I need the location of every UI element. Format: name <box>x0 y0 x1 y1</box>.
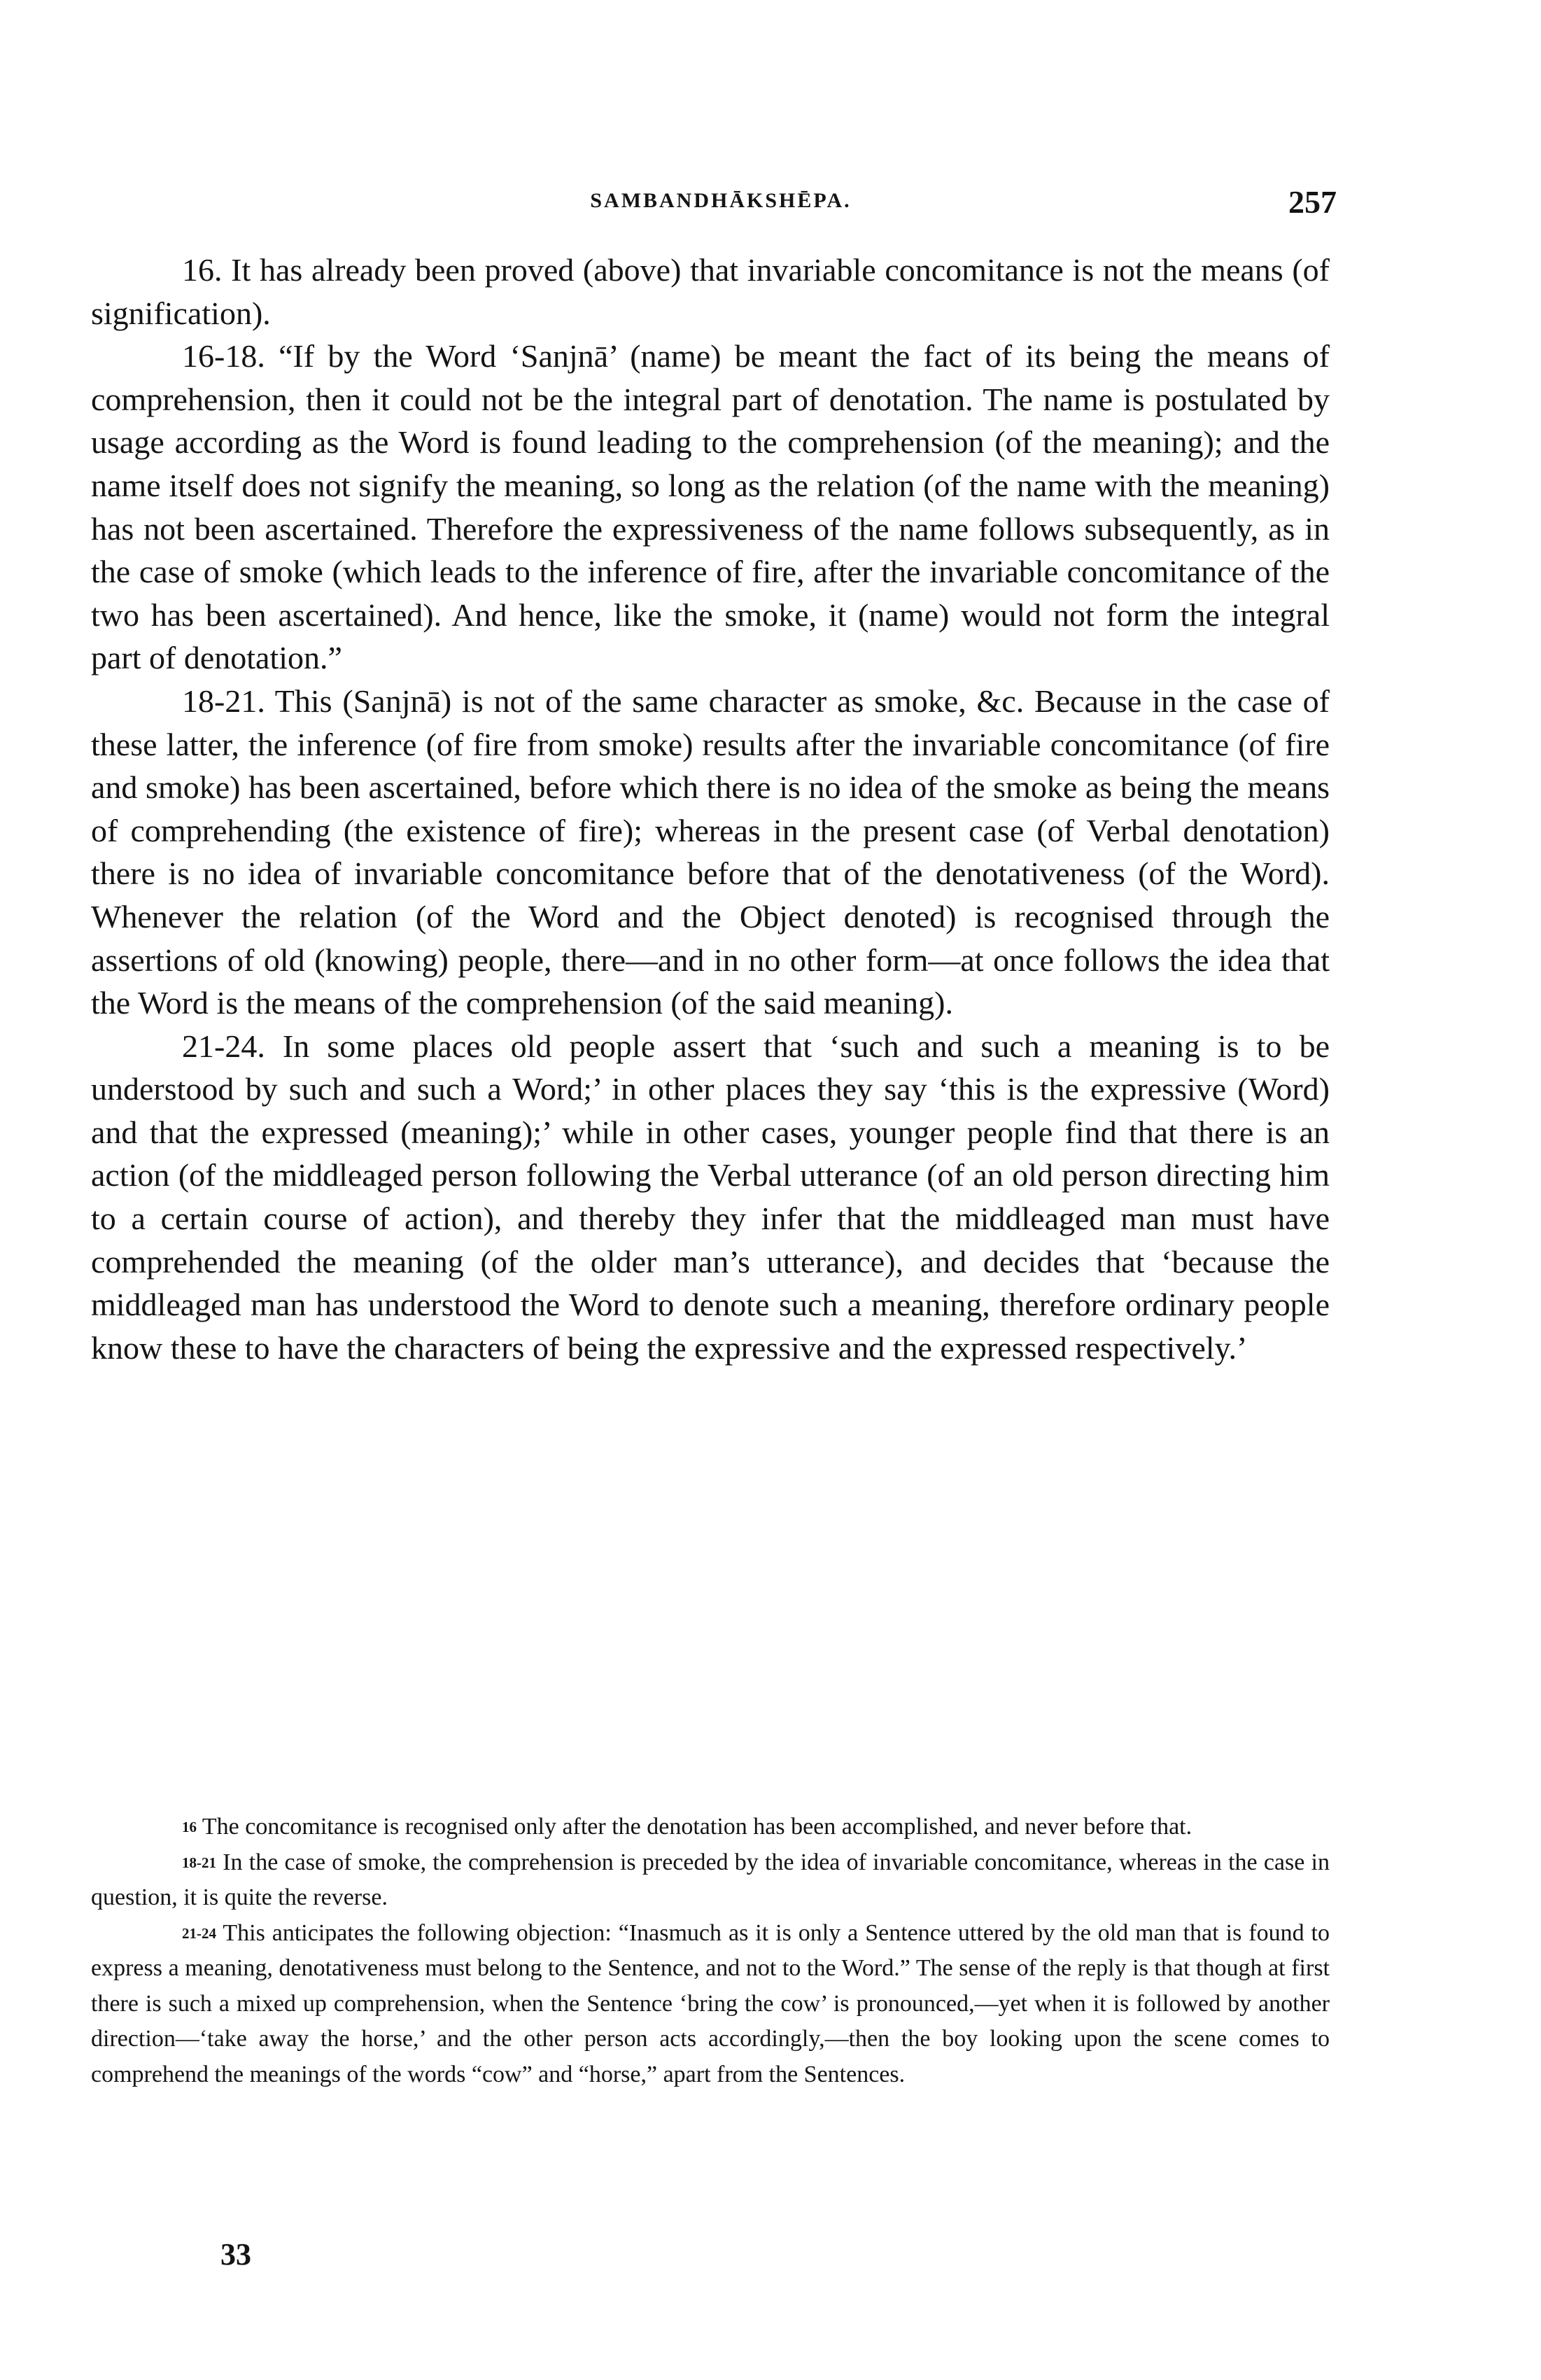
footnotes <box>91 1809 1330 2092</box>
footnote-ref: 16 <box>182 1819 197 1835</box>
main-text <box>91 248 1330 1369</box>
footnote <box>91 1845 1330 1916</box>
running-head: SAMBANDHĀKSHĒPA. <box>590 189 852 212</box>
paragraph-18-21: 18-21. This (Sanjnā) is not of the same character as smoke, &c. Because in the case of these latter, the inference (of fire from smoke) results after the invariable concomitance (of fire and smoke) has been ascertained, before which there is no idea of the smoke as being the means of comprehending (the existence of fire); whereas in the present case (of Verbal denotation) there is no idea of invariable concomitance before that of the denotativeness (of the Word). Whenever the relation (of the Word and the Object denoted) is recognised through the assertions of old (knowing) people, there—and in no other form—at once follows the idea that the Word is the means of the comprehension (of the said meaning). <box>91 682 1330 1021</box>
footnote <box>91 1916 1330 2093</box>
footnote-text: The concomitance is recognised only after the denotation has been accomplished, and never before that. <box>202 1814 1192 1840</box>
page-header <box>105 184 1337 231</box>
paragraph-16-18: 16-18. “If by the Word ‘Sanjnā’ (name) be meant the fact of its being the means of comprehension, then it could not be the integral part of denotation. The name is postulated by usage according as the Word is found leading to the comprehension (of the meaning); and the name itself does not signify the meaning, so long as the relation (of the name with the meaning) has not been ascertained. Therefore the expressiveness of the name follows subsequently, as in the case of smoke (which leads to the inference of fire, after the invariable concomitance of the two has been ascertained). And hence, like the smoke, it (name) would not form the integral part of denotation.” <box>91 338 1330 676</box>
paragraph-21-24: 21-24. In some places old people assert that ‘such and such a meaning is to be understood by such and such a Word;’ in other places they say ‘this is the expressive (Word) and that the expressed (meaning);’ while in other cases, younger people find that there is an action (of the middleaged person following the Verbal utterance (of an old person directing him to a certain course of action), and thereby they infer that the middleaged man must have comprehended the meaning (of the older man’s utterance), and decides that ‘because the middleaged man has understood the Word to denote such a meaning, therefore ordinary people know these to have the characters of being the expressive and the expressed respectively.’ <box>91 1028 1330 1366</box>
footnote-ref: 21-24 <box>182 1924 216 1942</box>
page-number: 257 <box>1288 184 1337 220</box>
paragraph-16: 16. It has already been proved (above) that invariable concomitance is not the means (of signification). <box>91 252 1330 331</box>
footnote-text: This anticipates the following objection: “Inasmuch as it is only a Sentence uttered by the old man that is found to express a meaning, denotativeness must belong to the Sentence, and not to the Word.” The sense of the reply is that though at first there is such a mixed up comprehension, when the Sentence ‘bring the cow’ is pronounced,—yet when it is followed by another direction—‘take away the horse,’ and the other person acts accordingly,—then the boy looking upon the scene comes to comprehend the meanings of the words “cow” and “horse,” apart from the Sentences. <box>91 1919 1330 2087</box>
footnote-ref: 18-21 <box>182 1854 216 1871</box>
signature-mark: 33 <box>220 2237 251 2272</box>
footnote-text: In the case of smoke, the comprehension is preceded by the idea of invariable concomitance, whereas in the case in question, it is quite the reverse. <box>91 1849 1330 1910</box>
footnote <box>91 1809 1330 1845</box>
